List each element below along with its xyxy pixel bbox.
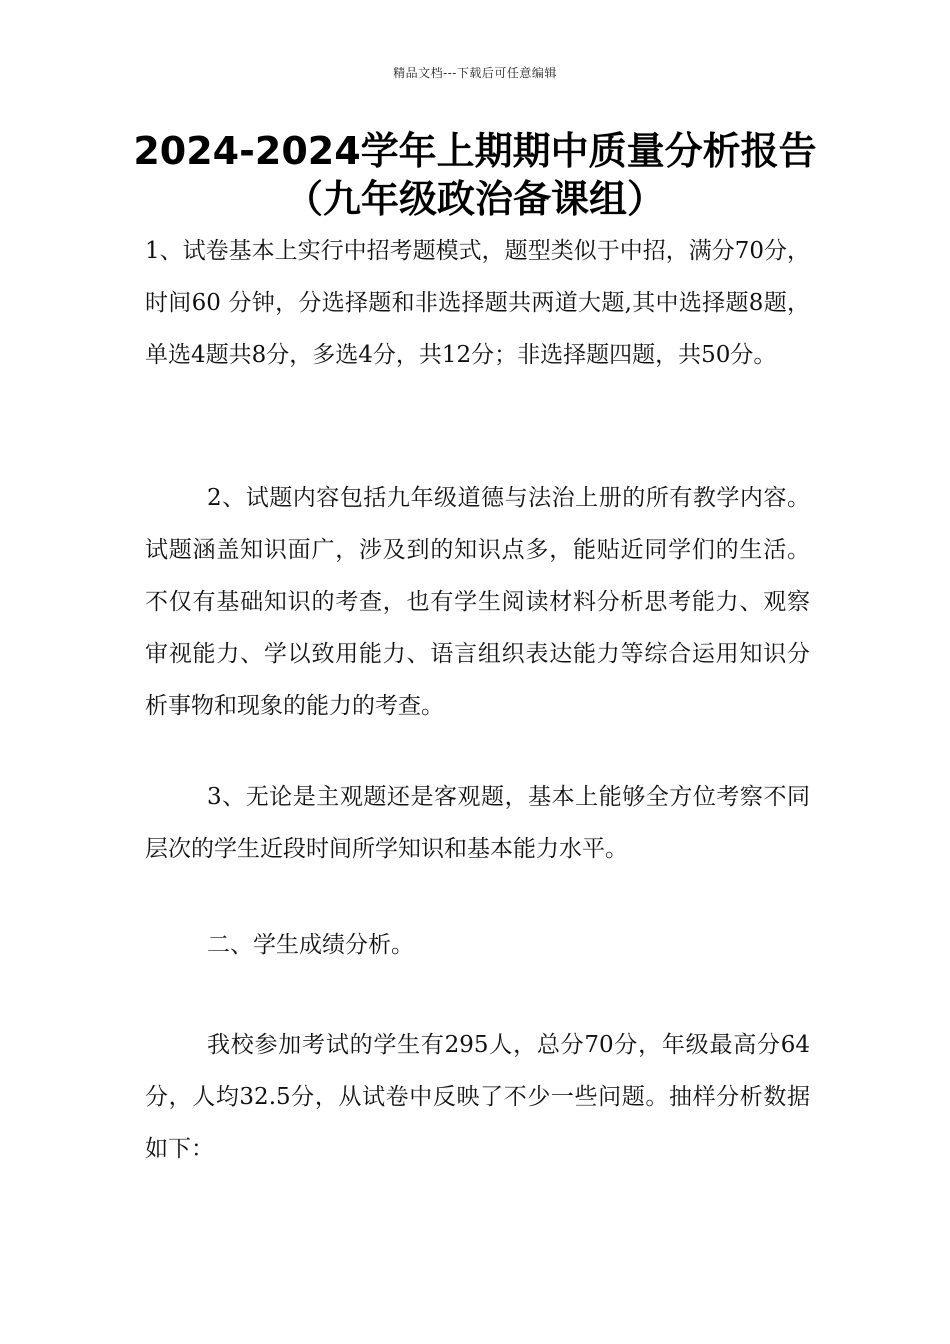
section-heading-student-results: 二、学生成绩分析。	[207, 932, 414, 958]
paragraph-score-summary: 我校参加考试的学生有295人，总分70分，年级最高分64分，人均32.5分，从试卷中反映了不少一些问题。抽样分析数据如下：	[145, 1032, 810, 1162]
paragraph-exam-content: 2、试题内容包括九年级道德与法治上册的所有教学内容。试题涵盖知识面广，涉及到的知识点多，能贴近同学们的生活。不仅有基础知识的考查，也有学生阅读材料分析思考能力、观察审视能力、学以致用能力、语言组织表达能力等综合运用知识分析事物和现象的能力的考查。	[145, 485, 810, 719]
paragraph-exam-coverage: 3、无论是主观题还是客观题，基本上能够全方位考察不同层次的学生近段时间所学知识和基本能力水平。	[145, 784, 810, 862]
paragraph-exam-format: 1、试卷基本上实行中招考题模式，题型类似于中招，满分70分，时间60 分钟，分选择题和非选择题共两道大题,其中选择题8题，单选4题共8分，多选4分，共12分；非选择题四题，共50分。	[145, 238, 810, 368]
page-subtitle: （九年级政治备课组）	[284, 177, 665, 221]
header-note: 精品文档---下载后可任意编辑	[393, 66, 557, 80]
page-title: 2024-2024学年上期期中质量分析报告	[133, 129, 817, 173]
